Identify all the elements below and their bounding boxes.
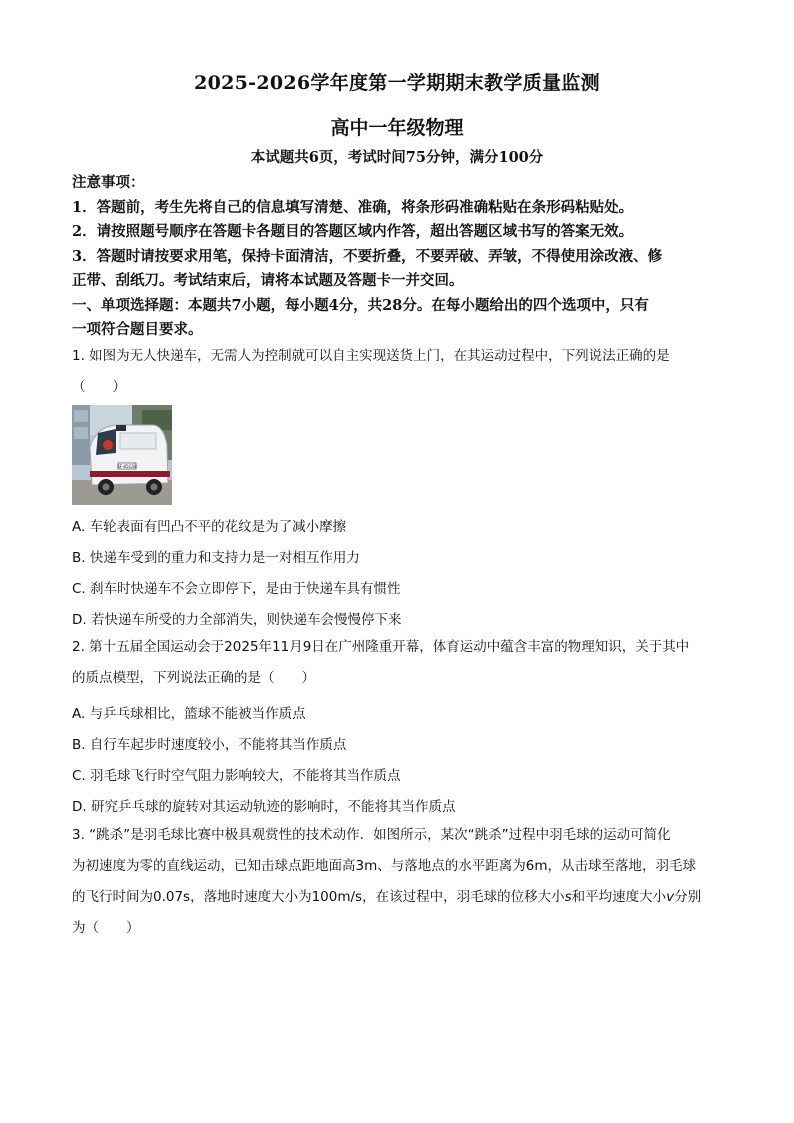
question-2-option-d: D. 研究乒乓球的旋转对其运动轨迹的影响时，不能将其当作质点 [72,799,456,815]
section-heading: 一、单项选择题：本题共7小题，每小题4分，共28分。在每小题给出的四个选项中，只有 [72,297,649,314]
license-plate-text: SF·85G58 [117,464,137,469]
exam-info: 本试题共6页，考试时间75分钟，满分100分 [250,149,544,166]
question-3-bracket: 为（ ） [72,920,140,936]
exam-title: 2025-2026学年度第一学期期末教学质量监测 [194,72,600,94]
notice-item: 1．答题前，考生先将自己的信息填写清楚、准确，将条形码准确粘贴在条形码粘贴处。 [72,199,634,216]
question-3-line: 为初速度为零的直线运动，已知击球点距地面高3m、与落地点的水平距离为6m，从击球至落地，羽毛球 [72,858,696,874]
question-1-stem [72,341,724,403]
notice-item: 正带、刮纸刀。考试结束后，请将本试题及答题卡一并交回。 [72,272,464,289]
exam-subtitle: 高中一年级物理 [330,117,464,139]
section-heading-cont: 一项符合题目要求。 [72,321,203,338]
question-2-stem [72,632,724,694]
question-1-option-b: B. 快递车受到的重力和支持力是一对相互作用力 [72,550,360,566]
question-1-bracket: （ ） [72,379,126,395]
question-2-option-c: C. 羽毛球飞行时空气阻力影响较大，不能将其当作质点 [72,768,401,784]
question-2-option-a: A. 与乒乓球相比，篮球不能被当作质点 [72,706,306,722]
variable-s: s [564,889,572,905]
question-3-stem [72,820,724,944]
question-2-line: 的质点模型，下列说法正确的是（ ） [72,670,315,686]
question-3-line: 3. “跳杀”是羽毛球比赛中极具观赏性的技术动作．如图所示，某次“跳杀”过程中羽毛球的运动可简化 [72,827,671,843]
question-1-line: 1. 如图为无人快递车，无需人为控制就可以自主实现送货上门，在其运动过程中，下列说法正确的是 [72,348,670,364]
question-1-option-c: C. 刹车时快递车不会立即停下，是由于快递车具有惯性 [72,581,401,597]
question-2-option-b: B. 自行车起步时速度较小，不能将其当作质点 [72,737,347,753]
question-3-text: 和平均速度大小 [571,889,667,905]
notice-item: 2．请按照题号顺序在答题卡各题目的答题区域内作答，超出答题区域书写的答案无效。 [72,223,634,240]
notice-heading: 注意事项： [72,174,145,191]
question-2-line: 2. 第十五届全国运动会于2025年11月9日在广州隆重开幕，体育运动中蕴含丰富的物理知识，关于其中 [72,639,690,655]
variable-v: v [666,889,675,905]
question-3-text: 分别 [674,889,702,905]
question-1-option-d: D. 若快递车所受的力全部消失，则快递车会慢慢停下来 [72,612,402,628]
delivery-vehicle-photo [72,405,172,505]
question-1-option-a: A. 车轮表面有凹凸不平的花纹是为了减小摩擦 [72,519,347,535]
question-3-line [72,882,724,913]
question-3-text: 的飞行时间为0.07s，落地时速度大小为100m/s，在该过程中，羽毛球的位移大小 [72,889,565,905]
notice-item: 3．答题时请按要求用笔，保持卡面清洁，不要折叠，不要弄破、弄皱，不得使用涂改液、修 [72,248,663,265]
